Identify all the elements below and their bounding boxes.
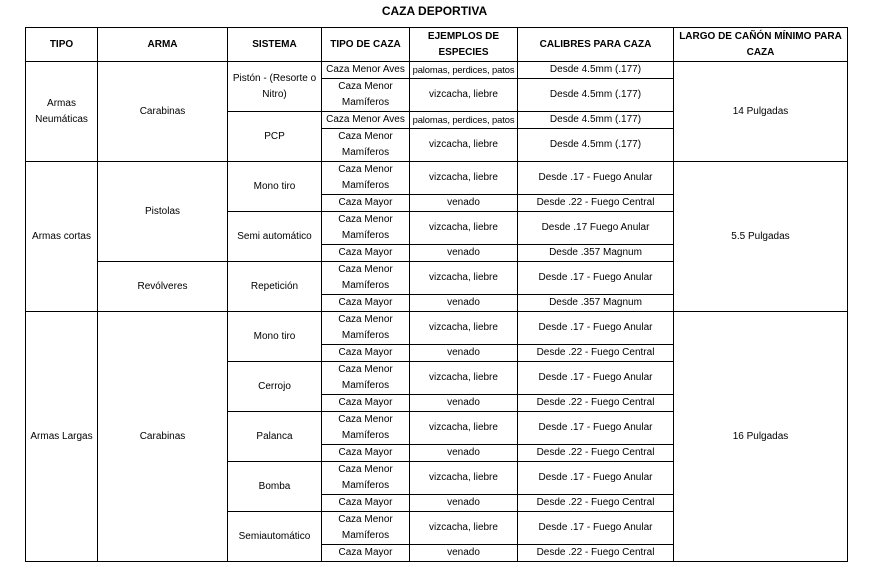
header-tipo: TIPO bbox=[26, 28, 98, 62]
cell-calibre: Desde .17 Fuego Anular bbox=[518, 212, 674, 245]
cell-calibre: Desde .22 - Fuego Central bbox=[518, 195, 674, 212]
cell-tipo-caza: Caza Menor Aves bbox=[322, 112, 410, 129]
header-ejemplos: EJEMPLOS DE ESPECIES bbox=[410, 28, 518, 62]
cell-tipo-caza: Caza Menor Mamíferos bbox=[322, 462, 410, 495]
cell-tipo-caza: Caza Mayor bbox=[322, 245, 410, 262]
cell-calibre: Desde .22 - Fuego Central bbox=[518, 345, 674, 362]
cell-calibre: Desde .22 - Fuego Central bbox=[518, 445, 674, 462]
cell-largo: 16 Pulgadas bbox=[674, 312, 848, 562]
cell-sistema: Semiautomático bbox=[228, 512, 322, 562]
header-arma: ARMA bbox=[98, 28, 228, 62]
cell-largo: 14 Pulgadas bbox=[674, 62, 848, 162]
cell-tipo-caza: Caza Mayor bbox=[322, 395, 410, 412]
cell-sistema: PCP bbox=[228, 112, 322, 162]
cell-tipo-caza: Caza Mayor bbox=[322, 295, 410, 312]
cell-tipo: Armas Largas bbox=[26, 312, 98, 562]
cell-tipo-caza: Caza Mayor bbox=[322, 545, 410, 562]
cell-sistema: Repetición bbox=[228, 262, 322, 312]
cell-especies: vizcacha, liebre bbox=[410, 312, 518, 345]
cell-especies: venado bbox=[410, 445, 518, 462]
cell-arma: Carabinas bbox=[98, 62, 228, 162]
cell-calibre: Desde .17 - Fuego Anular bbox=[518, 262, 674, 295]
cell-especies: vizcacha, liebre bbox=[410, 79, 518, 112]
table-row bbox=[26, 162, 848, 195]
table-row bbox=[26, 312, 848, 345]
cell-especies: vizcacha, liebre bbox=[410, 129, 518, 162]
cell-tipo-caza: Caza Menor Mamíferos bbox=[322, 129, 410, 162]
cell-tipo-caza: Caza Mayor bbox=[322, 345, 410, 362]
cell-arma: Pistolas bbox=[98, 162, 228, 262]
cell-sistema: Cerrojo bbox=[228, 362, 322, 412]
cell-tipo-caza: Caza Mayor bbox=[322, 495, 410, 512]
cell-calibre: Desde 4.5mm (.177) bbox=[518, 62, 674, 79]
cell-tipo-caza: Caza Mayor bbox=[322, 195, 410, 212]
cell-tipo-caza: Caza Menor Mamíferos bbox=[322, 512, 410, 545]
cell-tipo-caza: Caza Menor Mamíferos bbox=[322, 162, 410, 195]
header-sistema: SISTEMA bbox=[228, 28, 322, 62]
cell-sistema: Mono tiro bbox=[228, 162, 322, 212]
cell-calibre: Desde .22 - Fuego Central bbox=[518, 495, 674, 512]
cell-arma: Carabinas bbox=[98, 312, 228, 562]
cell-sistema: Mono tiro bbox=[228, 312, 322, 362]
cell-especies: venado bbox=[410, 345, 518, 362]
cell-tipo-caza: Caza Menor Mamíferos bbox=[322, 79, 410, 112]
cell-especies: vizcacha, liebre bbox=[410, 462, 518, 495]
cell-especies: vizcacha, liebre bbox=[410, 212, 518, 245]
cell-calibre: Desde .17 - Fuego Anular bbox=[518, 312, 674, 345]
cell-sistema: Bomba bbox=[228, 462, 322, 512]
header-calibres: CALIBRES PARA CAZA bbox=[518, 28, 674, 62]
cell-especies: palomas, perdices, patos bbox=[410, 62, 518, 79]
cell-largo: 5.5 Pulgadas bbox=[674, 162, 848, 312]
cell-especies: vizcacha, liebre bbox=[410, 262, 518, 295]
cell-tipo-caza: Caza Menor Mamíferos bbox=[322, 362, 410, 395]
cell-calibre: Desde .22 - Fuego Central bbox=[518, 545, 674, 562]
table-row bbox=[26, 62, 848, 79]
cell-especies: venado bbox=[410, 195, 518, 212]
header-tipo-caza: TIPO DE CAZA bbox=[322, 28, 410, 62]
cell-tipo-caza: Caza Mayor bbox=[322, 445, 410, 462]
cell-calibre: Desde .17 - Fuego Anular bbox=[518, 512, 674, 545]
cell-calibre: Desde .17 - Fuego Anular bbox=[518, 412, 674, 445]
cell-especies: venado bbox=[410, 245, 518, 262]
cell-especies: venado bbox=[410, 295, 518, 312]
cell-sistema: Semi automático bbox=[228, 212, 322, 262]
cell-calibre: Desde .22 - Fuego Central bbox=[518, 395, 674, 412]
cell-sistema: Pistón - (Resorte o Nitro) bbox=[228, 62, 322, 112]
cell-tipo-caza: Caza Menor Mamíferos bbox=[322, 312, 410, 345]
cell-calibre: Desde .17 - Fuego Anular bbox=[518, 362, 674, 395]
cell-especies: vizcacha, liebre bbox=[410, 162, 518, 195]
cell-tipo-caza: Caza Menor Mamíferos bbox=[322, 212, 410, 245]
cell-tipo: Armas Neumáticas bbox=[26, 62, 98, 162]
cell-especies: vizcacha, liebre bbox=[410, 412, 518, 445]
cell-calibre: Desde 4.5mm (.177) bbox=[518, 112, 674, 129]
hunting-table bbox=[25, 27, 848, 562]
cell-especies: vizcacha, liebre bbox=[410, 512, 518, 545]
cell-tipo-caza: Caza Menor Mamíferos bbox=[322, 412, 410, 445]
cell-arma: Revólveres bbox=[98, 262, 228, 312]
cell-calibre: Desde .17 - Fuego Anular bbox=[518, 162, 674, 195]
page-title: CAZA DEPORTIVA bbox=[381, 4, 488, 18]
cell-calibre: Desde 4.5mm (.177) bbox=[518, 129, 674, 162]
cell-sistema: Palanca bbox=[228, 412, 322, 462]
cell-especies: venado bbox=[410, 545, 518, 562]
cell-calibre: Desde .17 - Fuego Anular bbox=[518, 462, 674, 495]
cell-calibre: Desde .357 Magnum bbox=[518, 245, 674, 262]
cell-especies: vizcacha, liebre bbox=[410, 362, 518, 395]
cell-especies: palomas, perdices, patos bbox=[410, 112, 518, 129]
cell-tipo: Armas cortas bbox=[26, 162, 98, 312]
header-row bbox=[26, 28, 848, 62]
header-largo: LARGO DE CAÑÓN MÍNIMO PARA CAZA bbox=[674, 28, 848, 62]
cell-tipo-caza: Caza Menor Aves bbox=[322, 62, 410, 79]
cell-calibre: Desde .357 Magnum bbox=[518, 295, 674, 312]
cell-calibre: Desde 4.5mm (.177) bbox=[518, 79, 674, 112]
cell-especies: venado bbox=[410, 395, 518, 412]
cell-especies: venado bbox=[410, 495, 518, 512]
cell-tipo-caza: Caza Menor Mamíferos bbox=[322, 262, 410, 295]
